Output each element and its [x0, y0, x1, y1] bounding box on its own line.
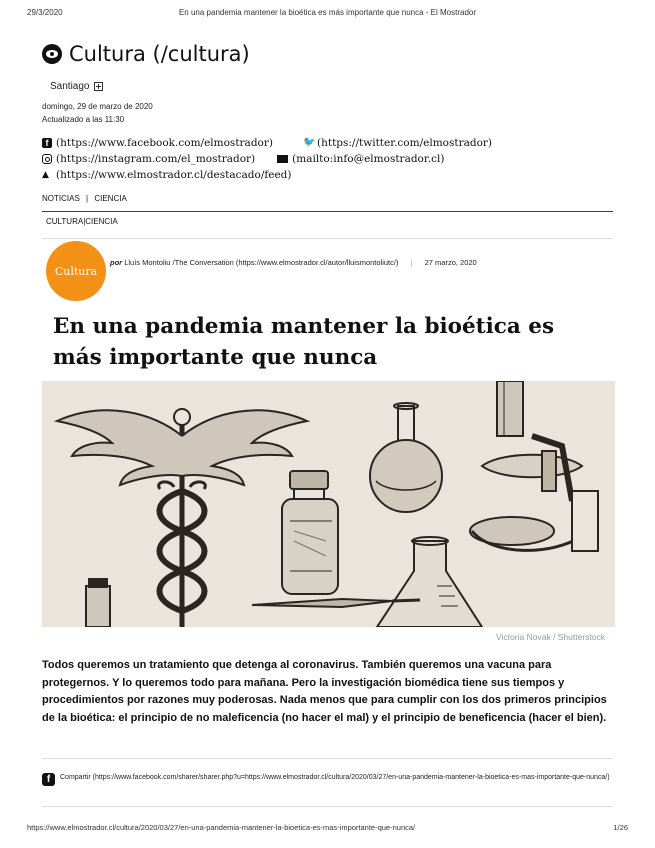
rss-icon: ▲: [42, 170, 49, 180]
social-links: [42, 135, 492, 183]
current-date: domingo, 29 de marzo de 2020: [42, 102, 153, 111]
section-tag[interactable]: CULTURA|CIENCIA: [46, 217, 118, 226]
erlenmeyer-illustration: [377, 537, 482, 627]
share-facebook-link[interactable]: [42, 772, 612, 786]
small-bottle-illustration: [86, 579, 110, 627]
share-label: Compartir (https://www.facebook.com/sharer/sharer.php?u=https://www.elmostrador.cl/cultura/2020/03/27/en-una-pandemia-mantener-la-bioetica-es-mas-importante-que-nunca/): [60, 774, 610, 781]
nav-item-ciencia[interactable]: CIENCIA: [94, 194, 127, 203]
facebook-link[interactable]: f (https://www.facebook.com/elmostrador): [42, 135, 273, 151]
facebook-icon: f: [42, 138, 52, 148]
feed-link[interactable]: ▲ (https://www.elmostrador.cl/destacado/feed): [42, 169, 292, 181]
site-header[interactable]: [42, 42, 250, 66]
divider: [42, 806, 613, 807]
expand-icon[interactable]: [94, 82, 103, 91]
category-badge[interactable]: Cultura: [46, 241, 106, 301]
page-number: 1/26: [613, 823, 628, 832]
twitter-icon: 🐦: [302, 137, 316, 148]
divider: [42, 238, 613, 239]
instagram-icon: [42, 154, 52, 164]
print-date: 29/3/2020: [27, 8, 63, 17]
print-footer: [27, 823, 628, 832]
flask-illustration: [370, 403, 442, 512]
bottle-illustration: [282, 471, 338, 594]
print-doc-title: En una pandemia mantener la bioética es más importante que nunca - El Mostrador: [178, 8, 477, 17]
updated-time: Actualizado a las 11:30: [42, 115, 125, 124]
author-link[interactable]: Lluís Montoliu /The Conversation (https://www.elmostrador.cl/autor/lluismontoliutc/): [124, 258, 399, 267]
article-lead: Todos queremos un tratamiento que detenga al coronavirus. También queremos una vacuna para protegernos. Y lo queremos todo para mañana. Pero la investigación biomédica tiene sus tiempos y procedimientos por razones muy poderosas. Nada menos que para cumplir con los dos primeros principios de la bioética: el principio de no maleficencia (no hacer el mal) y el principio de beneficencia (hacer el bien).: [42, 659, 607, 724]
image-credit: Victoria Novak / Shutterstock: [496, 632, 605, 642]
divider: [42, 758, 613, 759]
dateline: [42, 100, 153, 126]
nav-item-noticias[interactable]: NOTICIAS: [42, 194, 80, 203]
microscope-illustration: [470, 381, 598, 551]
print-header: [27, 8, 628, 22]
city-label: Santiago: [50, 81, 90, 92]
print-url: https://www.elmostrador.cl/cultura/2020/03/27/en-una-pandemia-mantener-la-bioetica-es-mas-importante-que-nunca/: [27, 823, 416, 832]
site-title[interactable]: Cultura (/cultura): [69, 42, 250, 66]
eye-icon: [42, 44, 62, 64]
facebook-icon: f: [42, 773, 55, 786]
byline: [110, 258, 477, 267]
hero-image: [42, 381, 615, 627]
city-selector[interactable]: [50, 81, 103, 92]
byline-divider: |: [410, 258, 413, 267]
byline-por: por: [110, 258, 123, 267]
instagram-link[interactable]: (https://instagram.com/el_mostrador): [42, 151, 255, 167]
nav-divider: |: [86, 194, 89, 203]
twitter-link[interactable]: 🐦 (https://twitter.com/elmostrador): [302, 137, 493, 149]
category-nav: [42, 194, 613, 212]
publish-date: 27 marzo, 2020: [424, 258, 477, 267]
hero-illustration: [42, 381, 615, 627]
article-headline: En una pandemia mantener la bioética es más importante que nunca: [53, 314, 555, 370]
mail-icon: [277, 155, 288, 163]
mail-link[interactable]: (mailto:info@elmostrador.cl): [277, 151, 444, 167]
